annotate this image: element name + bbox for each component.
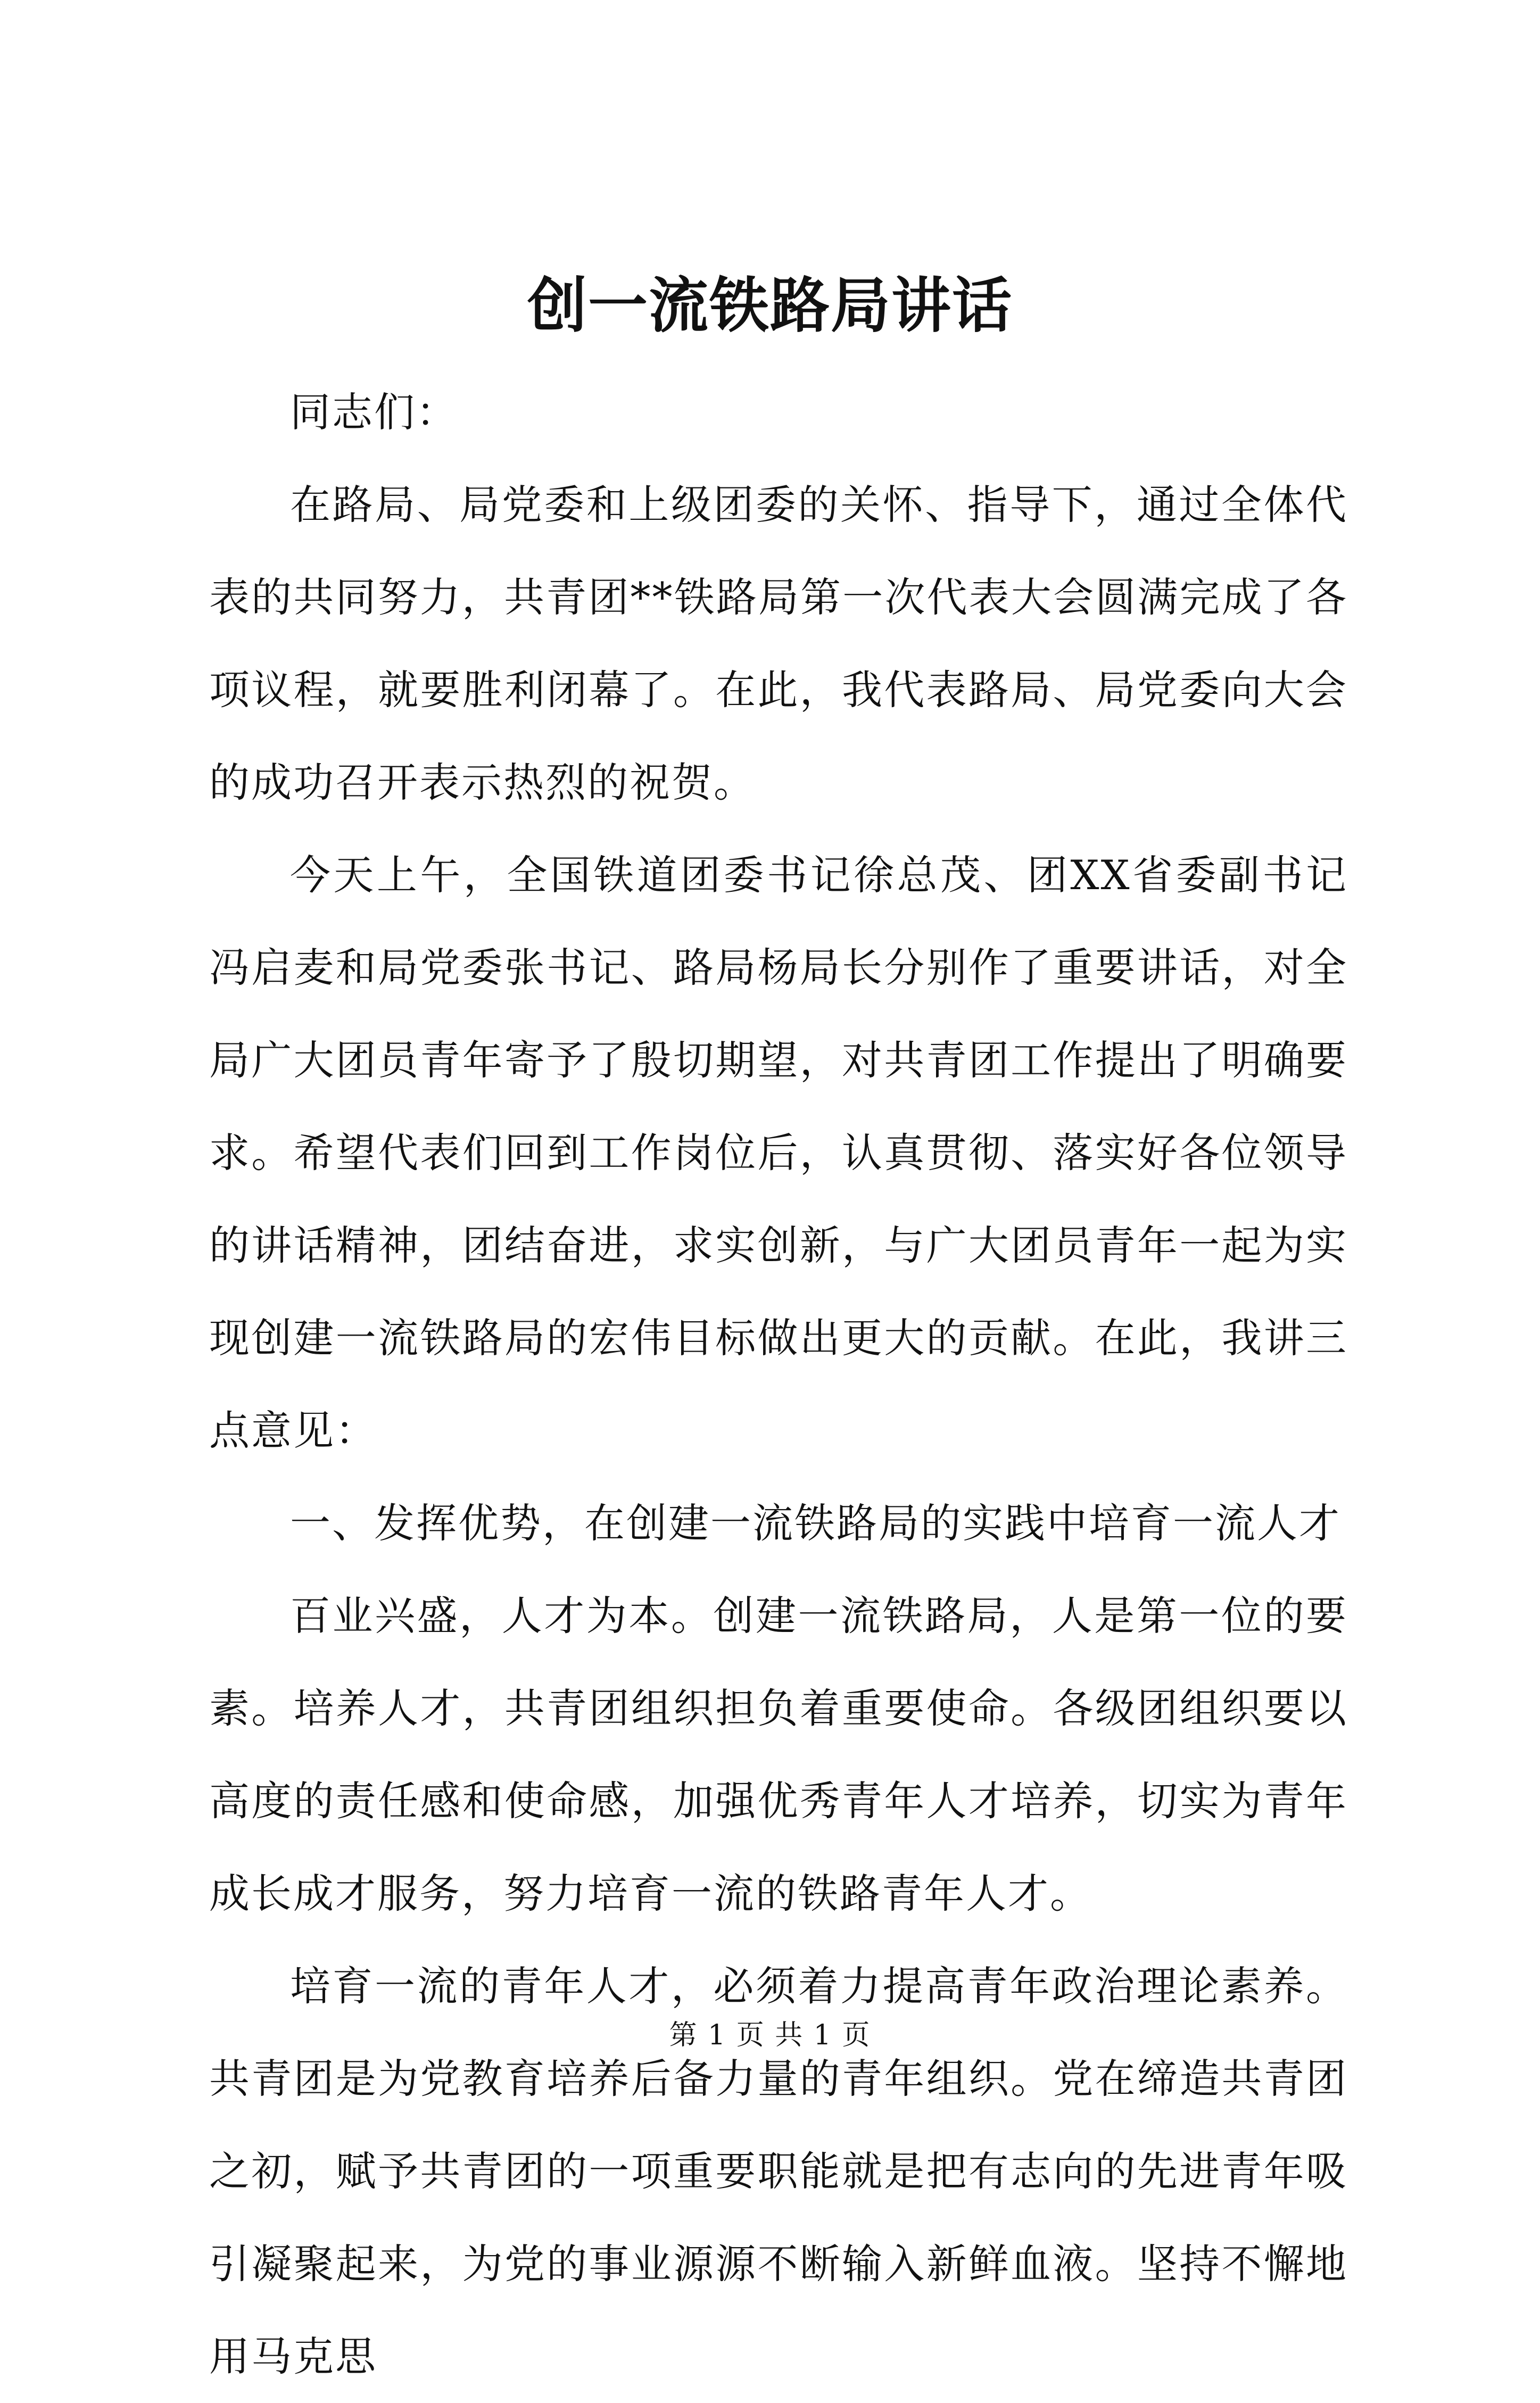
paragraph-2: 今天上午，全国铁道团委书记徐总茂、团XX省委副书记冯启麦和局党委张书记、路局杨局长分别作了重要讲话，对全局广大团员青年寄予了殷切期望，对共青团工作提出了明确要求。希望代表们回到工作岗位后，认真贯彻、落实好各位领导的讲话精神，团结奋进，求实创新，与广大团员青年一起为实现创建一流铁路局的宏伟目标做出更大的贡献。在此，我讲三点意见：	[209, 851, 1348, 1454]
document-title: 创一流铁路局讲话	[527, 271, 1013, 341]
section-heading-1: 一、发挥优势，在创建一流铁路局的实践中培育一流人才	[290, 1499, 1341, 1547]
paragraph-3: 百业兴盛，人才为本。创建一流铁路局，人是第一位的要素。培养人才，共青团组织担负着重要使命。各级团组织要以高度的责任感和使命感，加强优秀青年人才培养，切实为青年成长成才服务，努力培育一流的铁路青年人才。	[209, 1592, 1348, 1917]
paragraph-4: 培育一流的青年人才，必须着力提高青年政治理论素养。共青团是为党教育培养后备力量的青年组织。党在缔造共青团之初，赋予共青团的一项重要职能就是把有志向的先进青年吸引凝聚起来，为党的事业源源不断输入新鲜血液。坚持不懈地用马克思	[209, 1962, 1348, 2380]
page-footer: 第 1 页 共 1 页	[669, 2019, 871, 2051]
document-body	[209, 366, 1348, 2403]
paragraph-salutation: 同志们：	[290, 388, 458, 436]
paragraph-1: 在路局、局党委和上级团委的关怀、指导下，通过全体代表的共同努力，共青团**铁路局第一次代表大会圆满完成了各项议程，就要胜利闭幕了。在此，我代表路局、局党委向大会的成功召开表示热烈的祝贺。	[209, 481, 1348, 806]
